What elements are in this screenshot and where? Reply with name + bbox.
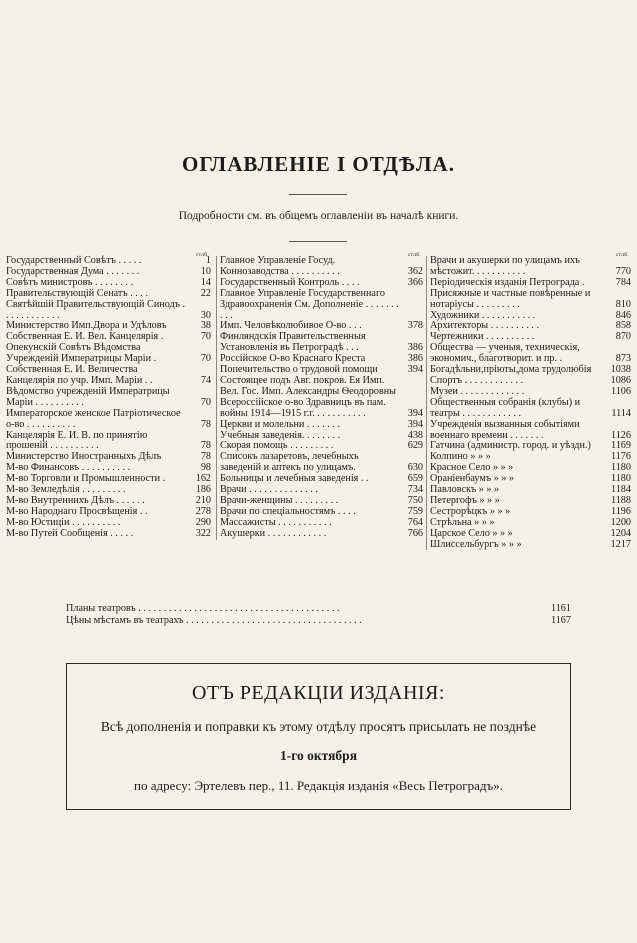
toc-entry-label: Вѣдомство учрежденій Императрицы Маріи . . . . . . . . . . <box>6 385 170 408</box>
toc-entry-label: Чертежники . . . . . . . . . . <box>430 331 535 343</box>
toc-entry-page: 78 <box>200 451 211 463</box>
toc-entry <box>430 420 631 442</box>
toc-entry-label: Царское Село » » » <box>430 527 513 539</box>
toc-entry <box>220 256 423 278</box>
toc-entry-label: Главное Управленіе Государственнаго Здравоохраненія См. Дополненіе . . . . . . . . . . <box>220 287 399 321</box>
toc-entry-page: 873 <box>615 353 631 365</box>
supplement-label: Цѣны мѣстамъ въ театрахъ . . . . . . . . . . . . . . . . . . . . . . . . . . . . . . . . . . . <box>66 615 362 626</box>
toc-entry-label: Святѣйшій Правительствующій Синодъ . . . . . . . . . . . . <box>6 298 186 321</box>
toc-entry <box>430 343 631 365</box>
toc-entry-label: Врачи по спеціальностямъ . . . . <box>220 505 356 517</box>
toc-entry-page: 394 <box>407 364 423 376</box>
toc-entry <box>220 529 423 540</box>
toc-entry-label: Павловскъ » » » <box>430 484 500 496</box>
toc-entry-label: Учрежденія вызванныя событіями военнаго времени . . . . . . . <box>430 418 580 441</box>
toc-entry-page: 278 <box>195 505 211 517</box>
toc-column-3 <box>426 252 631 550</box>
toc-entry-label: Собственная Е. И. Величества Канцелярія по учр. Имп. Маріи . . <box>6 364 153 386</box>
toc-entry-label: Періодическія изданія Петрограда . <box>430 276 585 288</box>
toc-entry-label: Петергофъ » » » <box>430 494 500 506</box>
page-title: ОГЛАВЛЕНІЕ I ОТДѢЛА. <box>182 152 455 176</box>
toc-entry-page: 1196 <box>611 505 631 517</box>
toc-entry-page: 770 <box>615 265 631 277</box>
toc-entry <box>430 398 631 420</box>
toc-entry-page: 1184 <box>611 484 631 496</box>
toc-entry <box>430 256 631 278</box>
toc-entry <box>6 529 211 540</box>
toc-entry-label: М-во Внутреннихъ Дѣлъ . . . . . . <box>6 494 145 506</box>
toc-entry-label: Колпино » » » <box>430 451 491 463</box>
toc-entry-page: 629 <box>407 440 423 452</box>
toc-entry-label: Финляндскія Правительственныя Установленія въ Петроградѣ . . . <box>220 331 366 354</box>
toc-entry-label: Государственная Дума . . . . . . . <box>6 265 140 277</box>
notice-text: Всѣ дополненія и поправки къ этому отдѣлу просятъ присылать не позднѣе <box>100 719 537 734</box>
toc-column-1 <box>6 252 211 540</box>
toc-entry <box>220 289 423 322</box>
toc-entry <box>220 332 423 354</box>
toc-entry-page: 162 <box>195 473 211 485</box>
supplement-page: 1167 <box>551 615 571 626</box>
toc-entry-page: 1126 <box>611 429 631 441</box>
toc-entry-label: Государственный Контроль . . . . <box>220 276 360 288</box>
toc-entry-page: 1 <box>205 255 211 266</box>
toc-entry-label: Попечительство о трудовой помощи <box>220 364 378 376</box>
toc-entry-label: Художники . . . . . . . . . . . <box>430 309 536 321</box>
supplement-label: Планы театровъ . . . . . . . . . . . . . . . . . . . . . . . . . . . . . . . . . . . . . . . . <box>66 603 340 614</box>
toc-entry <box>220 376 423 420</box>
supplement-entry <box>66 603 571 615</box>
toc-entry-label: Собственная Е. И. Вел. Канцелярія . <box>6 331 164 343</box>
toc-entry-label: Врачи . . . . . . . . . . . . . . <box>220 484 318 496</box>
toc-entry-label: М-во Юстиціи . . . . . . . . . . <box>6 516 121 528</box>
toc-entry-label: Канцелярія Е. И. В. по принятію прошеній . . . . . . . . . . <box>6 429 148 452</box>
toc-entry-page: 1114 <box>611 407 631 419</box>
toc-entry-page: 1169 <box>611 440 631 452</box>
toc-entry-page: 1200 <box>610 516 631 528</box>
toc-entry-label: М-во Финансовъ . . . . . . . . . . <box>6 462 131 474</box>
toc-entry-page: 630 <box>407 462 423 474</box>
toc-entry-label: Архитекторы . . . . . . . . . . <box>430 320 540 332</box>
toc-entry-label: М-во Путей Сообщенія . . . . . <box>6 527 134 539</box>
toc-entry-page: 386 <box>407 353 423 365</box>
toc-entry-page: 378 <box>407 320 423 332</box>
toc-columns <box>6 252 631 568</box>
toc-entry-label: Учебныя заведенія. . . . . . . . <box>220 429 341 441</box>
title-divider <box>289 194 347 195</box>
toc-entry-label: Списокъ лазаретовъ, лечебныхъ заведеній и аптекъ по улицамъ. <box>220 451 359 474</box>
toc-entry-page: 78 <box>200 418 211 430</box>
toc-entry-page: 784 <box>615 276 631 288</box>
toc-entry-label: Врачи-женщины . . . . . . . . . <box>220 494 339 506</box>
toc-entry-page: 70 <box>200 396 211 408</box>
toc-entry-page: 22 <box>200 287 211 299</box>
toc-entry-page: 1086 <box>610 374 631 386</box>
column-header: стлб. <box>407 252 421 258</box>
toc-entry-label: Ораніенбаумъ » » » <box>430 473 515 485</box>
notice-address: по адресу: Эртелевъ пер., 11. Редакція изданія «Весь Петроградъ». <box>134 778 503 793</box>
toc-entry-label: Состоящее подъ Авг. покров. Ея Имп. Вел. Гос. Имп. Александры Ѳеодоровны Всероссійское о-во Здравницъ въ пам. войны 1914—1915 г.г. . . . . . . . . . . <box>220 374 396 419</box>
toc-entry-label: Россійское О-во Краснаго Креста <box>220 353 366 365</box>
toc-entry <box>6 300 211 322</box>
toc-entry <box>6 409 211 431</box>
toc-entry-label: Министерство Иностранныхъ Дѣлъ <box>6 451 162 463</box>
toc-entry-label: Государственный Совѣтъ . . . . . <box>6 255 142 266</box>
toc-entry-page: 10 <box>200 265 211 277</box>
toc-entry-page: 394 <box>407 418 423 430</box>
toc-entry-page: 766 <box>407 527 423 539</box>
toc-entry-page: 858 <box>615 320 631 332</box>
toc-entry-label: Скорая помощь . . . . . . . . . <box>220 440 334 452</box>
toc-entry <box>6 365 211 387</box>
toc-entry-page: 1180 <box>611 473 631 485</box>
toc-entry-label: Министерство Имп.Двора и Удѣловъ <box>6 320 167 332</box>
toc-entry-label: Гатчина (администр. город. и уѣздн.) <box>430 440 591 452</box>
toc-entry-label: Присяжные и частные повѣренные и нотаріусы . . . . . . . . . <box>430 287 591 310</box>
toc-entry-page: 750 <box>407 494 423 506</box>
toc-entry-page: 1038 <box>610 364 631 376</box>
toc-entry-page: 38 <box>200 320 211 332</box>
toc-entry-page: 394 <box>407 407 423 419</box>
toc-entry-page: 1180 <box>611 462 631 474</box>
toc-entry-page: 810 <box>615 298 631 310</box>
toc-entry-page: 14 <box>200 276 211 288</box>
toc-entry <box>220 452 423 474</box>
toc-entry-page: 70 <box>200 331 211 343</box>
toc-entry <box>6 343 211 365</box>
toc-entry <box>430 289 631 311</box>
subtitle-divider <box>289 241 347 242</box>
toc-entry-label: Общественныя собранія (клубы) и театры . . . . . . . . . . . . <box>430 396 581 419</box>
toc-entry-page: 366 <box>407 276 423 288</box>
toc-entry-page: 1204 <box>610 527 631 539</box>
toc-entry-label: Общества — ученыя, техническія, экономич., благотворит. и пр. . <box>430 342 580 365</box>
toc-entry-label: М-во Земледѣлія . . . . . . . . . <box>6 484 126 496</box>
supplement-list <box>66 603 571 627</box>
toc-entry-page: 734 <box>407 484 423 496</box>
toc-entry-label: Опекунскій Совѣтъ Вѣдомства Учрежденій Императрицы Маріи . <box>6 342 157 365</box>
toc-entry-label: Богадѣльни,пріюты,дома трудолюбія <box>430 364 592 376</box>
toc-entry-label: Совѣтъ министровъ . . . . . . . . <box>6 276 134 288</box>
toc-entry-label: Красное Село » » » <box>430 462 514 474</box>
toc-entry-label: Врачи и акушерки по улицамъ ихъ мѣстожит. . . . . . . . . . . <box>430 255 580 277</box>
editorial-notice <box>66 663 571 810</box>
toc-entry-label: Спортъ . . . . . . . . . . . . <box>430 374 524 386</box>
toc-entry-page: 438 <box>407 429 423 441</box>
toc-entry-page: 659 <box>407 473 423 485</box>
toc-entry-page: 186 <box>195 484 211 496</box>
toc-entry-page: 70 <box>200 353 211 365</box>
notice-deadline: 1-го октября <box>279 748 357 763</box>
toc-entry <box>430 540 631 551</box>
toc-entry-page: 1188 <box>611 494 631 506</box>
toc-entry-label: Императорское женское Патріотическое о-во . . . . . . . . . . <box>6 407 181 430</box>
toc-entry-page: 846 <box>615 309 631 321</box>
toc-entry-page: 362 <box>407 265 423 277</box>
toc-entry-page: 74 <box>200 374 211 386</box>
toc-entry-page: 78 <box>200 440 211 452</box>
toc-entry-page: 870 <box>615 331 631 343</box>
supplement-entry <box>66 615 571 627</box>
toc-entry-page: 759 <box>407 505 423 517</box>
toc-entry-label: Шлиссельбургъ » » » <box>430 538 522 550</box>
toc-entry-label: М-во Торговли и Промышленности . <box>6 473 166 485</box>
column-header: стлб. <box>615 252 629 258</box>
toc-entry-page: 1217 <box>610 538 631 550</box>
toc-entry-label: Массажисты . . . . . . . . . . . <box>220 516 332 528</box>
toc-entry-label: Музеи . . . . . . . . . . . . . <box>430 385 525 397</box>
toc-entry <box>6 387 211 409</box>
toc-entry-page: 386 <box>407 342 423 354</box>
toc-entry-page: 322 <box>195 527 211 539</box>
toc-entry-page: 30 <box>200 309 211 321</box>
toc-entry-label: М-во Народнаго Просвѣщенія . . <box>6 505 148 517</box>
toc-entry-page: 98 <box>200 462 211 474</box>
toc-entry-label: Главное Управленіе Госуд. Коннозаводства . . . . . . . . . . <box>220 255 340 277</box>
notice-title: ОТЪ РЕДАКЦІИ ИЗДАНІЯ: <box>192 682 445 704</box>
column-header: стлб. <box>195 252 209 258</box>
toc-entry-label: Стрѣльна » » » <box>430 516 495 528</box>
toc-entry-label: Больницы и лечебныя заведенія . . <box>220 473 369 485</box>
toc-entry-label: Акушерки . . . . . . . . . . . . <box>220 527 327 539</box>
toc-entry-page: 764 <box>407 516 423 528</box>
toc-entry-label: Правительствующій Сенатъ . . . . <box>6 287 148 299</box>
toc-entry-label: Сестрорѣцкъ » » » <box>430 505 511 517</box>
toc-entry-label: Церкви и молельни . . . . . . . <box>220 418 341 430</box>
toc-column-2 <box>216 252 423 540</box>
toc-entry-label: Имп. Человѣколюбивое О-во . . . <box>220 320 362 332</box>
toc-entry-page: 1176 <box>611 451 631 463</box>
page-subtitle: Подробности см. въ общемъ оглавленіи въ началѣ книги. <box>178 210 459 222</box>
toc-entry-page: 210 <box>195 494 211 506</box>
toc-entry-page: 1106 <box>611 385 631 397</box>
supplement-page: 1161 <box>551 603 571 614</box>
toc-entry <box>6 431 211 453</box>
toc-entry-page: 290 <box>195 516 211 528</box>
